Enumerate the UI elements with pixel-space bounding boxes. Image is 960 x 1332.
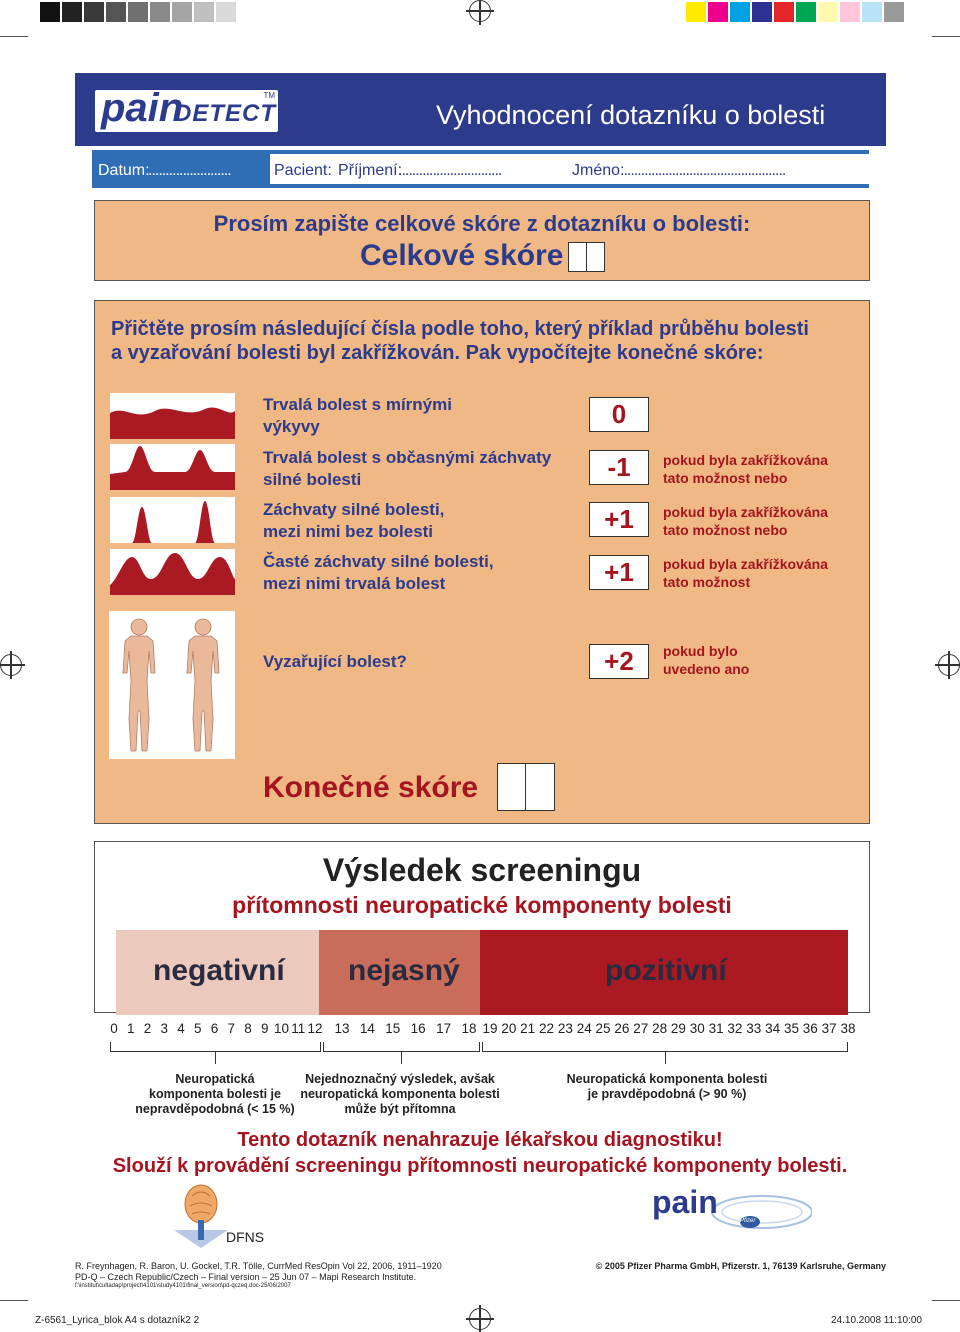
scale-tick-36: 36 [802,1021,818,1036]
verdict-unclear-line-3: může být přítomna [344,1102,456,1116]
final-score-digit-2[interactable] [525,763,555,811]
scale-tick-30: 30 [689,1021,705,1036]
pattern-4-line-1: Časté záchvaty silné bolesti, [263,552,494,571]
total-score-prompt: Prosím zapište celkové skóre z dotazníku o bolesti: [213,211,751,236]
footer-version: PD-Q – Czech Republic/Czech – Final version – 25 Jun 07 – Mapi Research Institute. [75,1272,417,1282]
page-title: Vyhodnocení dotazníku o bolesti [436,100,826,130]
pattern-1-line-1: Trvalá bolest s mírnými [263,395,452,414]
pain-pfizer-logo [652,1184,812,1232]
scale-tick-18: 18 [461,1021,477,1036]
trim-line [932,1300,960,1301]
pattern-3-line-2: mezi nimi bez bolesti [263,522,434,541]
verdict-unclear [295,1072,505,1117]
bracket-positive [482,1042,848,1052]
scale-tick-19: 19 [482,1021,498,1036]
verdict-negative-line-1: Neuropatická [175,1072,255,1086]
registration-mark-bottom [469,1308,491,1330]
scale-tick-27: 27 [633,1021,649,1036]
total-score-digit-1[interactable] [568,242,587,272]
instruction-line-1: Přičtěte prosím následující čísla podle toho, který příklad průběhu bolesti [111,318,809,340]
print-slug-left: Z-6561_Lyrica_blok A4 s dotazník2 2 [35,1315,200,1326]
surname-label: Příjmení: [338,162,403,179]
footer-path: f:\institut\cultadap\project\4101\study4101\final_version\pd-qczeq.doc-25/06/2007 [75,1283,291,1289]
logo-main-text: pain [101,86,184,130]
score-scale [104,1021,860,1041]
pattern-2-note [663,451,828,487]
dfns-label: DFNS [226,1229,265,1245]
pattern-4-note [663,555,828,591]
date-label: Datum: [98,162,150,179]
footer-copyright: © 2005 Pfizer Pharma GmbH, Pfizerstr. 1, 76139 Karlsruhe, Germany [595,1261,886,1271]
scale-tick-8: 8 [244,1021,252,1036]
registration-mark-left [0,654,22,676]
scale-tick-32: 32 [727,1021,743,1036]
pattern-3-score: +1 [589,502,649,537]
body-figures-illustration [109,611,235,759]
pain-pattern-1-graph [110,393,235,439]
verdict-positive-line-2: je pravděpodobná (> 90 %) [587,1087,747,1101]
scale-tick-21: 21 [520,1021,536,1036]
bracket-unclear-stem [401,1052,402,1064]
pattern-4-line-2: mezi nimi trvalá bolest [263,574,446,593]
name-field[interactable]: ................................................ [620,162,786,179]
bracket-unclear [323,1042,480,1052]
scale-tick-20: 20 [501,1021,517,1036]
pattern-2-line-2: silné bolesti [263,470,362,489]
radiating-note-line-2: uvedeno ano [663,661,750,677]
date-field[interactable]: ........................ [148,162,231,179]
scale-tick-34: 34 [765,1021,781,1036]
scale-tick-28: 28 [652,1021,668,1036]
pattern-4-note-line-2: tato možnost [663,574,751,590]
pattern-1-line-2: výkyvy [263,417,320,436]
scale-tick-5: 5 [193,1021,202,1036]
final-score-digit-1[interactable] [497,763,527,811]
radiating-pain-score: +2 [589,644,649,679]
scale-tick-13: 13 [334,1021,350,1036]
pattern-1-score: 0 [589,397,649,432]
scale-tick-22: 22 [539,1021,555,1036]
registration-mark-top [469,0,491,22]
band-negative-label: negativní [153,954,285,987]
scale-tick-4: 4 [177,1021,185,1036]
scale-tick-1: 1 [126,1021,135,1036]
dfns-brain-logo [170,1182,232,1250]
scale-tick-16: 16 [410,1021,426,1036]
scale-tick-14: 14 [359,1021,375,1036]
instruction-text [111,317,809,365]
trim-line [0,1300,28,1301]
calculation-box [94,300,870,824]
scale-tick-23: 23 [557,1021,573,1036]
scale-tick-2: 2 [143,1021,152,1036]
radiating-pain-label: Vyzařující bolest? [263,652,407,671]
scale-tick-9: 9 [260,1021,269,1036]
band-unclear-label: nejasný [348,954,460,987]
pain-pattern-3-label [263,499,444,543]
verdict-positive [547,1072,787,1102]
pain-pattern-2-label [263,447,551,491]
pattern-3-note [663,503,828,539]
scale-tick-31: 31 [708,1021,724,1036]
scale-tick-17: 17 [436,1021,452,1036]
pattern-3-note-line-2: tato možnost nebo [663,522,788,538]
print-slug-right: 24.10.2008 11:10:00 [830,1315,922,1326]
pain-pattern-1-label [263,394,452,438]
band-positive [480,930,848,1015]
logo-trademark: TM [263,91,275,100]
scale-tick-11: 11 [291,1021,306,1036]
verdict-unclear-line-2: neuropatická komponenta bolesti [300,1087,500,1101]
pattern-3-line-1: Záchvaty silné bolesti, [263,500,445,519]
verdict-unclear-line-1: Nejednoznačný výsledek, avšak [305,1072,495,1086]
scale-tick-29: 29 [670,1021,686,1036]
band-positive-label: pozitivní [605,954,727,987]
radiating-note-line-1: pokud bylo [663,643,738,659]
scale-tick-35: 35 [783,1021,799,1036]
pattern-2-note-line-2: tato možnost nebo [663,470,788,486]
scale-tick-15: 15 [385,1021,401,1036]
name-label: Jméno: [572,162,625,179]
verdict-positive-line-1: Neuropatická komponenta bolesti [566,1072,768,1086]
bracket-negative [110,1042,321,1052]
total-score-box [94,200,870,281]
band-negative [116,930,319,1015]
pattern-2-score: -1 [589,450,649,485]
total-score-label: Celkové skóre [360,239,564,272]
pain-logo-text: pain [652,1184,718,1220]
bracket-positive-stem [665,1052,666,1064]
result-title: Výsledek screeningu [322,852,642,888]
registration-mark-right [938,654,960,676]
scale-tick-12: 12 [307,1021,323,1036]
surname-field[interactable]: .............................. [398,162,502,179]
disclaimer-line-2: Slouží k provádění screeningu přítomnosti neuropatické komponenty bolesti. [112,1155,848,1177]
scale-tick-3: 3 [160,1021,169,1036]
scale-tick-33: 33 [746,1021,762,1036]
radiating-pain-note [663,642,749,678]
scale-tick-25: 25 [595,1021,611,1036]
scale-tick-38: 38 [840,1021,856,1036]
footer-reference: R. Freynhagen, R. Baron, U. Gockel, T.R. Tölle, CurrMed ResOpin Vol 22, 2006, 1911–1920 [75,1261,442,1271]
total-score-digit-2[interactable] [586,242,605,272]
pattern-4-note-line-1: pokud byla zakřížkována [663,556,828,572]
band-unclear [319,930,480,1015]
scale-tick-0: 0 [110,1021,118,1036]
scale-tick-6: 6 [210,1021,219,1036]
pain-pattern-3-graph [110,497,235,543]
verdict-negative-line-3: nepravděpodobná (< 15 %) [135,1102,295,1116]
pain-pattern-4-label [263,551,494,595]
patient-label: Pacient: [274,162,332,179]
trim-line [932,36,960,37]
final-score-label: Konečné skóre [263,771,479,804]
pattern-4-score: +1 [589,555,649,590]
scale-tick-10: 10 [273,1021,290,1036]
scale-tick-26: 26 [614,1021,630,1036]
logo-sub-text: DETECT [174,100,276,127]
pattern-3-note-line-1: pokud byla zakřížkována [663,504,828,520]
result-subtitle: přítomnosti neuropatické komponenty bolesti [232,892,732,918]
paindetect-logo [93,88,280,134]
pfizer-logo-text: Pfizer [740,1218,756,1224]
pattern-2-note-line-1: pokud byla zakřížkována [663,452,828,468]
scale-tick-7: 7 [227,1021,236,1036]
disclaimer-line-1: Tento dotazník nenahrazuje lékařskou diagnostiku! [237,1129,723,1151]
pain-pattern-2-graph [110,444,235,490]
scale-tick-24: 24 [576,1021,592,1036]
patient-info-bar [92,150,869,188]
pain-pattern-4-graph [110,549,235,595]
bracket-negative-stem [215,1052,216,1064]
pattern-2-line-1: Trvalá bolest s občasnými záchvaty [263,448,552,467]
verdict-negative [120,1072,310,1117]
instruction-line-2: a vyzařování bolesti byl zakřížkován. Pak vypočítejte konečné skóre: [111,342,764,364]
scale-tick-37: 37 [821,1021,837,1036]
trim-line [0,36,28,37]
verdict-negative-line-2: komponenta bolesti je [149,1087,281,1101]
